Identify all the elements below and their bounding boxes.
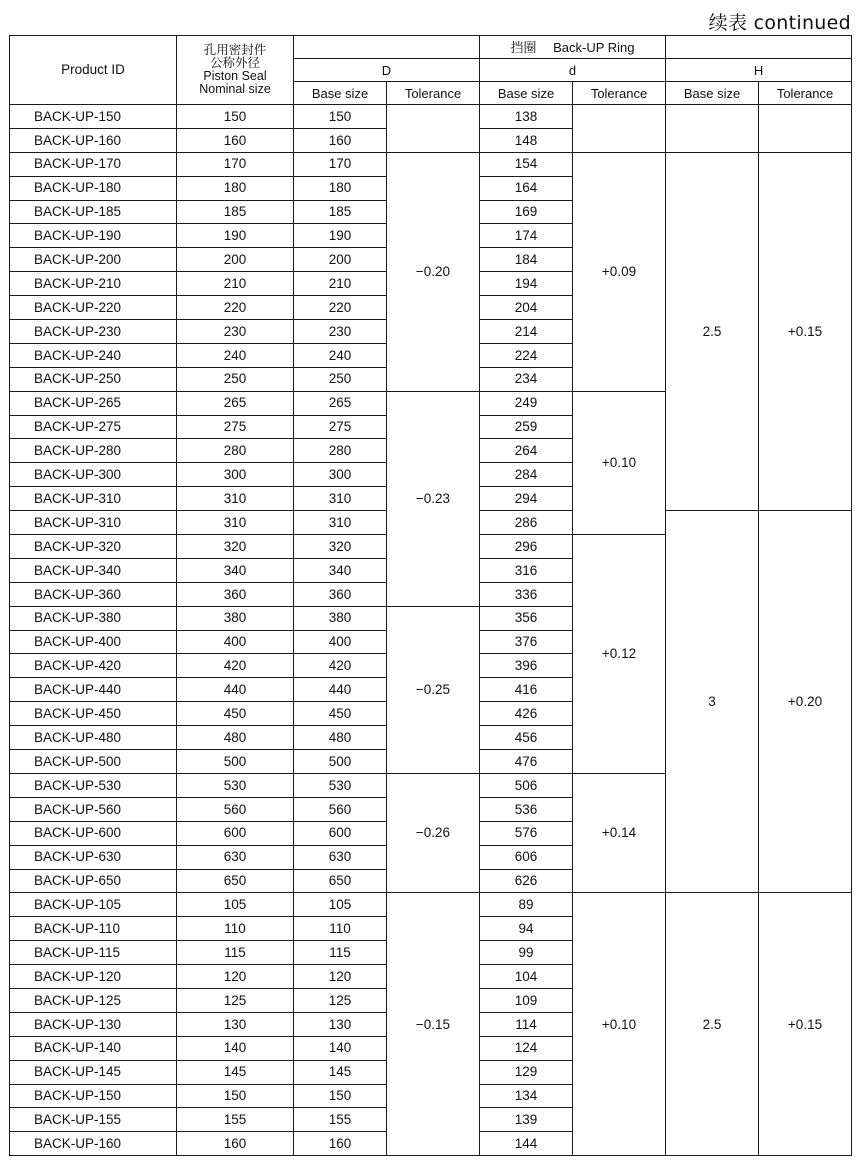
d-base-size-cell: 376 [480,630,573,654]
product-id-cell: BACK-UP-180 [10,176,177,200]
piston-seal-nominal-size-cell: 190 [177,224,294,248]
header-H-tolerance: Tolerance [759,82,852,105]
d-base-size-cell: 214 [480,320,573,344]
piston-seal-nominal-size-cell: 170 [177,152,294,176]
product-id-cell: BACK-UP-150 [10,105,177,129]
product-id-cell: BACK-UP-400 [10,630,177,654]
piston-seal-nominal-size-cell: 230 [177,320,294,344]
product-id-cell: BACK-UP-360 [10,582,177,606]
D-base-size-cell: 280 [294,439,387,463]
header-blank [294,36,480,59]
d-base-size-cell: 234 [480,367,573,391]
piston-seal-nominal-size-cell: 630 [177,845,294,869]
piston-seal-nominal-size-cell: 150 [177,1084,294,1108]
product-id-cell: BACK-UP-210 [10,272,177,296]
piston-seal-nominal-size-cell: 210 [177,272,294,296]
piston-seal-nominal-size-cell: 115 [177,941,294,965]
d-base-size-cell: 316 [480,558,573,582]
header-H-base-size: Base size [666,82,759,105]
D-base-size-cell: 145 [294,1060,387,1084]
d-base-size-cell: 294 [480,487,573,511]
piston-seal-nominal-size-cell: 220 [177,296,294,320]
header-product-id: Product ID [10,36,177,105]
D-base-size-cell: 630 [294,845,387,869]
D-base-size-cell: 160 [294,1132,387,1156]
product-id-cell: BACK-UP-170 [10,152,177,176]
D-base-size-cell: 320 [294,535,387,559]
piston-seal-nominal-size-cell: 420 [177,654,294,678]
product-id-cell: BACK-UP-120 [10,965,177,989]
d-base-size-cell: 396 [480,654,573,678]
product-id-cell: BACK-UP-200 [10,248,177,272]
d-base-size-cell: 506 [480,773,573,797]
piston-seal-nominal-size-cell: 450 [177,702,294,726]
d-base-size-cell: 104 [480,965,573,989]
header-D: D [294,59,480,82]
product-id-cell: BACK-UP-340 [10,558,177,582]
d-base-size-cell: 249 [480,391,573,415]
D-base-size-cell: 200 [294,248,387,272]
product-id-cell: BACK-UP-220 [10,296,177,320]
header-piston-line-1: 孔用密封件 [203,43,267,57]
d-base-size-cell: 606 [480,845,573,869]
D-base-size-cell: 340 [294,558,387,582]
D-base-size-cell: 170 [294,152,387,176]
d-base-size-cell: 626 [480,869,573,893]
D-tolerance-cell [387,105,480,153]
D-base-size-cell: 400 [294,630,387,654]
d-base-size-cell: 456 [480,726,573,750]
D-base-size-cell: 265 [294,391,387,415]
d-base-size-cell: 536 [480,797,573,821]
D-base-size-cell: 420 [294,654,387,678]
D-base-size-cell: 115 [294,941,387,965]
d-base-size-cell: 224 [480,343,573,367]
d-base-size-cell: 144 [480,1132,573,1156]
table-header [10,36,852,105]
D-base-size-cell: 250 [294,367,387,391]
D-base-size-cell: 180 [294,176,387,200]
d-tolerance-cell: +0.10 [573,391,666,534]
D-tolerance-cell: −0.25 [387,606,480,773]
D-base-size-cell: 300 [294,463,387,487]
piston-seal-nominal-size-cell: 200 [177,248,294,272]
product-id-cell: BACK-UP-650 [10,869,177,893]
product-id-cell: BACK-UP-600 [10,821,177,845]
piston-seal-nominal-size-cell: 155 [177,1108,294,1132]
piston-seal-nominal-size-cell: 300 [177,463,294,487]
piston-seal-nominal-size-cell: 310 [177,511,294,535]
D-base-size-cell: 500 [294,750,387,774]
d-base-size-cell: 356 [480,606,573,630]
d-base-size-cell: 426 [480,702,573,726]
piston-seal-nominal-size-cell: 530 [177,773,294,797]
header-piston-line-3: Piston Seal [203,69,267,83]
d-base-size-cell: 94 [480,917,573,941]
d-tolerance-cell: +0.09 [573,152,666,391]
piston-seal-nominal-size-cell: 650 [177,869,294,893]
piston-seal-nominal-size-cell: 600 [177,821,294,845]
piston-seal-nominal-size-cell: 380 [177,606,294,630]
piston-seal-nominal-size-cell: 340 [177,558,294,582]
d-base-size-cell: 124 [480,1036,573,1060]
D-base-size-cell: 275 [294,415,387,439]
d-base-size-cell: 576 [480,821,573,845]
piston-seal-nominal-size-cell: 250 [177,367,294,391]
piston-seal-nominal-size-cell: 145 [177,1060,294,1084]
d-base-size-cell: 129 [480,1060,573,1084]
d-tolerance-cell: +0.14 [573,773,666,892]
product-id-cell: BACK-UP-105 [10,893,177,917]
piston-seal-nominal-size-cell: 150 [177,105,294,129]
piston-seal-nominal-size-cell: 400 [177,630,294,654]
D-base-size-cell: 210 [294,272,387,296]
product-id-cell: BACK-UP-265 [10,391,177,415]
product-id-cell: BACK-UP-300 [10,463,177,487]
product-id-cell: BACK-UP-440 [10,678,177,702]
table-row [10,105,852,129]
d-base-size-cell: 109 [480,988,573,1012]
H-tolerance-cell [759,105,852,153]
D-base-size-cell: 310 [294,511,387,535]
product-id-cell: BACK-UP-500 [10,750,177,774]
D-base-size-cell: 110 [294,917,387,941]
d-base-size-cell: 296 [480,535,573,559]
product-id-cell: BACK-UP-230 [10,320,177,344]
product-id-cell: BACK-UP-160 [10,128,177,152]
d-base-size-cell: 89 [480,893,573,917]
product-id-cell: BACK-UP-115 [10,941,177,965]
header-blank-right [666,36,852,59]
d-base-size-cell: 148 [480,128,573,152]
product-id-cell: BACK-UP-250 [10,367,177,391]
D-base-size-cell: 220 [294,296,387,320]
header-d-base-size: Base size [480,82,573,105]
d-base-size-cell: 138 [480,105,573,129]
header-piston-line-2: 公称外径 [209,56,260,70]
D-base-size-cell: 480 [294,726,387,750]
header-piston-line-4: Nominal size [199,82,271,96]
d-base-size-cell: 139 [480,1108,573,1132]
D-base-size-cell: 105 [294,893,387,917]
header-d-tolerance: Tolerance [573,82,666,105]
product-id-cell: BACK-UP-110 [10,917,177,941]
piston-seal-nominal-size-cell: 130 [177,1012,294,1036]
H-base-size-cell: 3 [666,511,759,893]
D-base-size-cell: 230 [294,320,387,344]
d-base-size-cell: 164 [480,176,573,200]
product-id-cell: BACK-UP-155 [10,1108,177,1132]
d-base-size-cell: 264 [480,439,573,463]
header-D-tolerance: Tolerance [387,82,480,105]
d-base-size-cell: 259 [480,415,573,439]
product-id-cell: BACK-UP-185 [10,200,177,224]
header-d: d [480,59,666,82]
piston-seal-nominal-size-cell: 360 [177,582,294,606]
piston-seal-nominal-size-cell: 120 [177,965,294,989]
D-base-size-cell: 530 [294,773,387,797]
product-id-cell: BACK-UP-280 [10,439,177,463]
piston-seal-nominal-size-cell: 500 [177,750,294,774]
D-base-size-cell: 240 [294,343,387,367]
d-tolerance-cell: +0.12 [573,535,666,774]
D-base-size-cell: 120 [294,965,387,989]
d-base-size-cell: 169 [480,200,573,224]
product-id-cell: BACK-UP-380 [10,606,177,630]
d-base-size-cell: 184 [480,248,573,272]
piston-seal-nominal-size-cell: 440 [177,678,294,702]
H-tolerance-cell: +0.15 [759,893,852,1156]
product-id-cell: BACK-UP-145 [10,1060,177,1084]
piston-seal-nominal-size-cell: 560 [177,797,294,821]
D-base-size-cell: 380 [294,606,387,630]
d-base-size-cell: 134 [480,1084,573,1108]
d-base-size-cell: 194 [480,272,573,296]
d-base-size-cell: 99 [480,941,573,965]
H-tolerance-cell: +0.15 [759,152,852,510]
D-tolerance-cell: −0.26 [387,773,480,892]
d-base-size-cell: 204 [480,296,573,320]
product-id-cell: BACK-UP-160 [10,1132,177,1156]
header-piston-seal-nominal-size [177,36,294,105]
H-tolerance-cell: +0.20 [759,511,852,893]
D-base-size-cell: 185 [294,200,387,224]
D-base-size-cell: 600 [294,821,387,845]
product-id-cell: BACK-UP-450 [10,702,177,726]
H-base-size-cell [666,105,759,153]
product-id-cell: BACK-UP-480 [10,726,177,750]
table-row [10,893,852,917]
D-tolerance-cell: −0.15 [387,893,480,1156]
D-tolerance-cell: −0.23 [387,391,480,606]
piston-seal-nominal-size-cell: 160 [177,1132,294,1156]
d-base-size-cell: 286 [480,511,573,535]
product-id-cell: BACK-UP-320 [10,535,177,559]
piston-seal-nominal-size-cell: 480 [177,726,294,750]
piston-seal-nominal-size-cell: 140 [177,1036,294,1060]
product-id-cell: BACK-UP-310 [10,487,177,511]
piston-seal-nominal-size-cell: 180 [177,176,294,200]
piston-seal-nominal-size-cell: 310 [177,487,294,511]
D-base-size-cell: 150 [294,1084,387,1108]
product-id-cell: BACK-UP-560 [10,797,177,821]
product-id-cell: BACK-UP-275 [10,415,177,439]
D-base-size-cell: 560 [294,797,387,821]
D-base-size-cell: 450 [294,702,387,726]
piston-seal-nominal-size-cell: 185 [177,200,294,224]
header-backup-ring: 挡圈 Back-UP Ring [480,36,666,59]
d-base-size-cell: 174 [480,224,573,248]
d-tolerance-cell: +0.10 [573,893,666,1156]
piston-seal-nominal-size-cell: 275 [177,415,294,439]
piston-seal-nominal-size-cell: 280 [177,439,294,463]
continued-label: 续表 continued [708,12,851,34]
product-id-cell: BACK-UP-310 [10,511,177,535]
D-tolerance-cell: −0.20 [387,152,480,391]
D-base-size-cell: 310 [294,487,387,511]
H-base-size-cell: 2.5 [666,893,759,1156]
d-base-size-cell: 154 [480,152,573,176]
d-tolerance-cell [573,105,666,153]
table-body [10,105,852,1156]
product-id-cell: BACK-UP-150 [10,1084,177,1108]
D-base-size-cell: 125 [294,988,387,1012]
piston-seal-nominal-size-cell: 160 [177,128,294,152]
piston-seal-nominal-size-cell: 265 [177,391,294,415]
D-base-size-cell: 360 [294,582,387,606]
D-base-size-cell: 140 [294,1036,387,1060]
header-D-base-size: Base size [294,82,387,105]
product-id-cell: BACK-UP-630 [10,845,177,869]
piston-seal-nominal-size-cell: 240 [177,343,294,367]
product-id-cell: BACK-UP-130 [10,1012,177,1036]
D-base-size-cell: 160 [294,128,387,152]
d-base-size-cell: 416 [480,678,573,702]
backup-ring-spec-table [9,35,852,1156]
product-id-cell: BACK-UP-140 [10,1036,177,1060]
d-base-size-cell: 476 [480,750,573,774]
piston-seal-nominal-size-cell: 320 [177,535,294,559]
d-base-size-cell: 284 [480,463,573,487]
product-id-cell: BACK-UP-125 [10,988,177,1012]
piston-seal-nominal-size-cell: 125 [177,988,294,1012]
table-row [10,152,852,176]
D-base-size-cell: 150 [294,105,387,129]
piston-seal-nominal-size-cell: 105 [177,893,294,917]
piston-seal-nominal-size-cell: 110 [177,917,294,941]
d-base-size-cell: 336 [480,582,573,606]
D-base-size-cell: 440 [294,678,387,702]
D-base-size-cell: 155 [294,1108,387,1132]
product-id-cell: BACK-UP-190 [10,224,177,248]
d-base-size-cell: 114 [480,1012,573,1036]
H-base-size-cell: 2.5 [666,152,759,510]
D-base-size-cell: 650 [294,869,387,893]
product-id-cell: BACK-UP-530 [10,773,177,797]
header-H: H [666,59,852,82]
D-base-size-cell: 190 [294,224,387,248]
D-base-size-cell: 130 [294,1012,387,1036]
product-id-cell: BACK-UP-420 [10,654,177,678]
product-id-cell: BACK-UP-240 [10,343,177,367]
